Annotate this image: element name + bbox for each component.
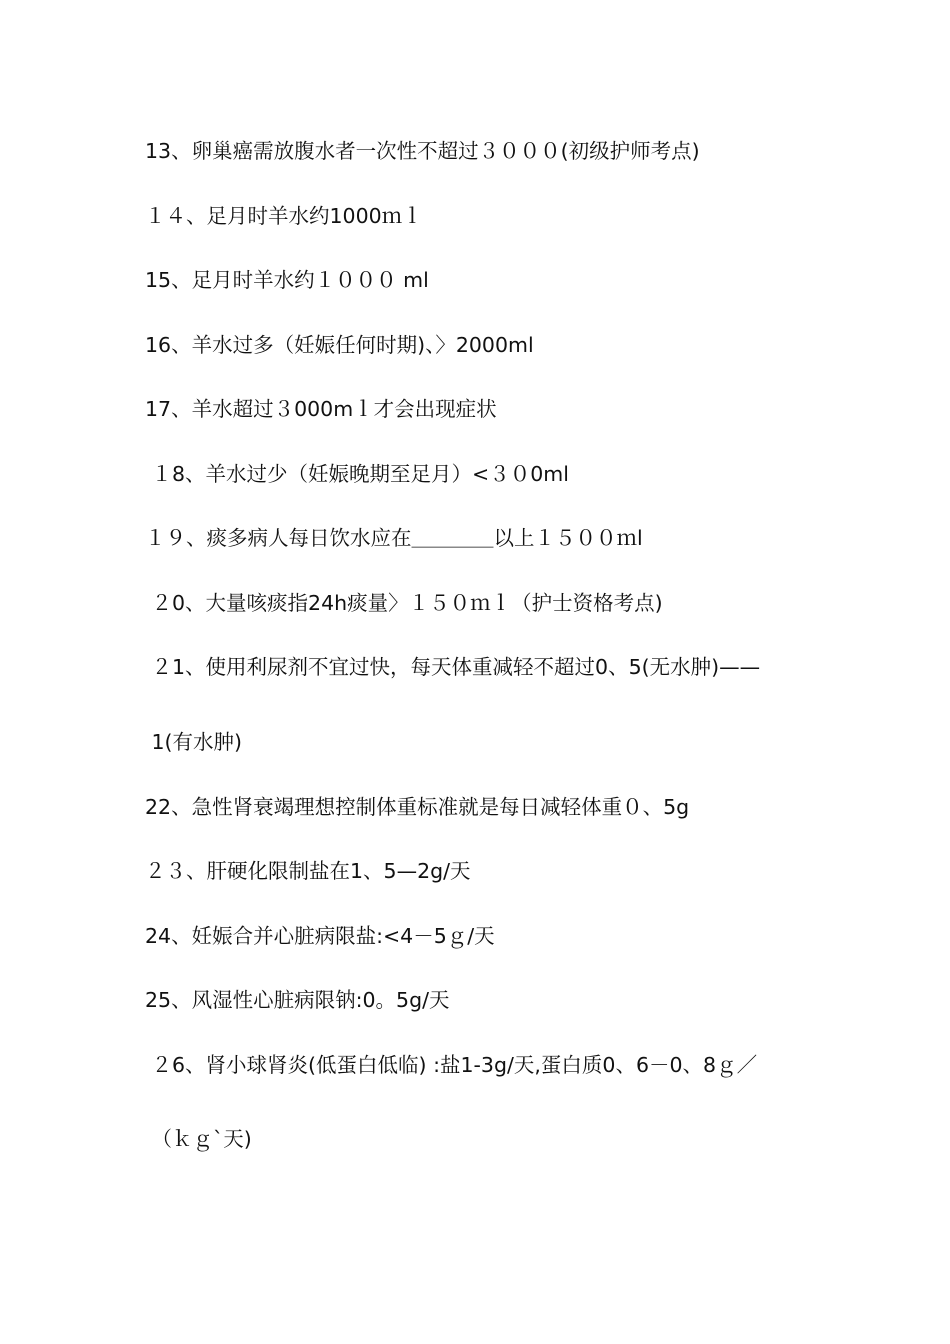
text-line: 13、卵巢癌需放腹水者一次性不超过３０００(初级护师考点) <box>145 139 700 163</box>
text-line: 17、羊水超过３000mｌ才会出现症状 <box>145 397 497 421</box>
text-line: 16、羊水过多（妊娠任何时期)、〉2000ml <box>145 333 534 357</box>
text-line: 22、急性肾衰竭理想控制体重标准就是每日减轻体重０、5g <box>145 795 690 819</box>
text-line: ２6、肾小球肾炎(低蛋白低临) :盐1-3g/天,蛋白质0、6－0、8ｇ／ <box>145 1053 758 1077</box>
text-line: 1(有水肿) <box>145 730 243 754</box>
text-line: （ｋｇ`天) <box>145 1127 252 1151</box>
text-line: ２３、肝硬化限制盐在1、5—2g/天 <box>145 859 471 883</box>
text-line: 24、妊娠合并心脏病限盐:<4－5ｇ/天 <box>145 924 495 948</box>
text-line: １９、痰多病人每日饮水应在＿＿＿＿以上１５００ｍl <box>145 526 643 550</box>
text-line: ２1、使用利尿剂不宜过快，每天体重减轻不超过0、5(无水肿)—— <box>145 655 761 679</box>
text-line: １４、足月时羊水约1000ｍｌ <box>145 204 423 228</box>
text-line: １8、羊水过少（妊娠晚期至足月）<３０0ml <box>145 462 569 486</box>
text-line: 25、风湿性心脏病限钠:0。5g/天 <box>145 988 450 1012</box>
text-line: 15、足月时羊水约１０００ ml <box>145 268 429 292</box>
text-line: ２0、大量咳痰指24h痰量〉１５０ｍｌ（护士资格考点) <box>145 591 663 615</box>
